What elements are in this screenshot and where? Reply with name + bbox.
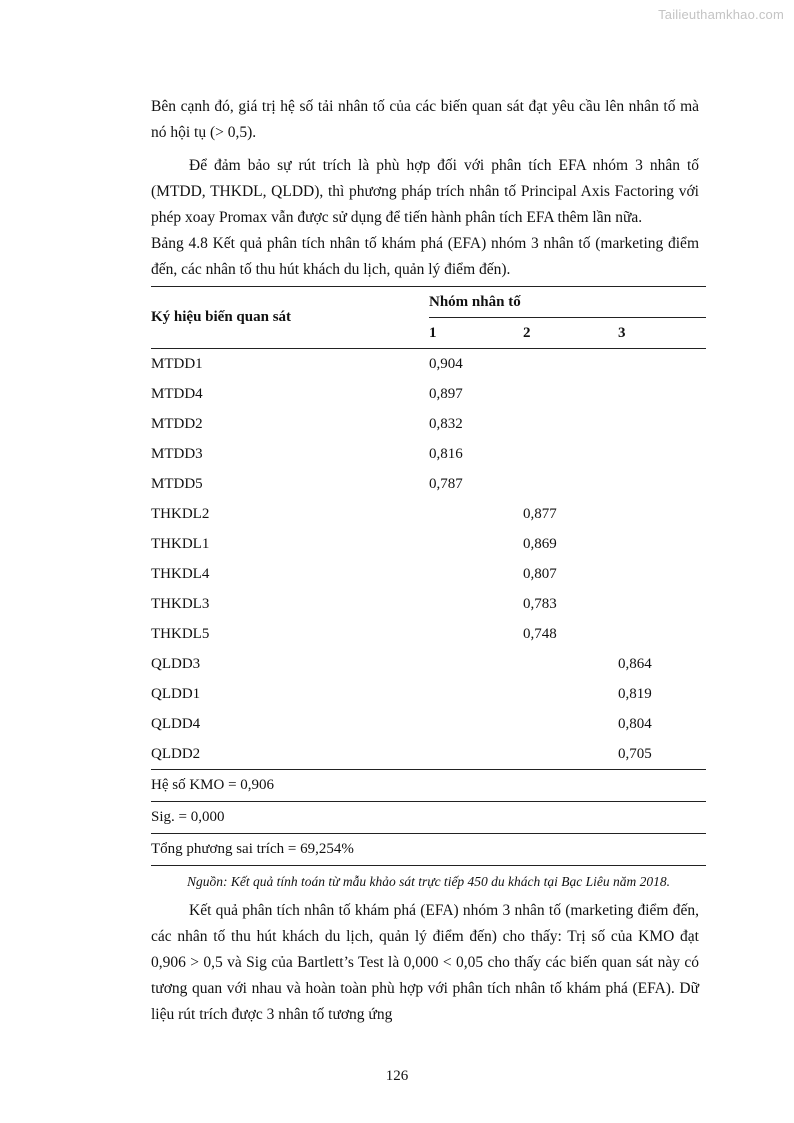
kmo-row — [151, 770, 706, 802]
table-row — [151, 679, 706, 709]
variable-cell: THKDL1 — [151, 535, 210, 552]
variable-cell: MTDD2 — [151, 415, 203, 432]
table-row — [151, 739, 706, 770]
page-content — [151, 94, 699, 1028]
variable-cell: THKDL2 — [151, 505, 210, 522]
factor-3-cell: 0,804 — [618, 715, 652, 732]
factor-1-cell — [429, 589, 523, 619]
factor-1-cell: 0,816 — [429, 445, 463, 462]
table-row — [151, 379, 706, 409]
header-variable: Ký hiệu biến quan sát — [151, 287, 429, 349]
header-factor-group: Nhóm nhân tố — [429, 287, 706, 318]
factor-2-cell: 0,869 — [523, 535, 557, 552]
sig-row — [151, 802, 706, 834]
variable-cell: MTDD5 — [151, 475, 203, 492]
variable-cell: QLDD2 — [151, 739, 429, 770]
factor-2-cell — [523, 349, 618, 380]
factor-1-cell — [429, 739, 523, 770]
factor-2-cell — [523, 439, 618, 469]
kmo-value: Hệ số KMO = 0,906 — [151, 770, 706, 802]
factor-1-cell — [429, 649, 523, 679]
factor-2-cell: 0,807 — [523, 565, 557, 582]
table-row — [151, 439, 706, 469]
factor-2-cell — [523, 709, 618, 739]
factor-2-cell — [523, 649, 618, 679]
table-caption: Bảng 4.8 Kết quả phân tích nhân tố khám phá (EFA) nhóm 3 nhân tố (marketing điểm đến, các nhân tố thu hút khách du lịch, quản lý điểm đến). — [151, 235, 699, 278]
factor-3-cell — [618, 529, 706, 559]
factor-1-cell: 0,787 — [429, 475, 463, 492]
factor-3-cell — [618, 589, 706, 619]
factor-3-cell — [618, 409, 706, 439]
variable-cell: QLDD3 — [151, 655, 201, 672]
table-row — [151, 409, 706, 439]
paragraph-loading-requirement: Bên cạnh đó, giá trị hệ số tải nhân tố của các biến quan sát đạt yêu cầu lên nhân tố mà nó hội tụ (> 0,5). — [151, 98, 699, 141]
variable-cell: MTDD3 — [151, 445, 203, 462]
table-row — [151, 529, 706, 559]
factor-3-cell: 0,819 — [618, 685, 652, 702]
paragraph-efa-method: Để đảm bảo sự rút trích là phù hợp đối với phân tích EFA nhóm 3 nhân tố (MTDD, THKDL, QLDD), thì phương pháp trích nhân tố Principal Axis Factoring với phép xoay Promax vẫn được sử dụng để tiến hành phân tích EFA thêm lần nữa. — [151, 157, 699, 226]
table-row — [151, 619, 706, 649]
variable-cell: QLDD1 — [151, 685, 201, 702]
paragraph-efa-conclusion: Kết quả phân tích nhân tố khám phá (EFA) nhóm 3 nhân tố (marketing điểm đến, các nhân tố thu hút khách du lịch, quản lý điểm đến) cho thấy: Trị số của KMO đạt 0,906 > 0,5 và Sig của Bartlett’s Test là 0,000 < 0,05 cho thấy các biến quan sát này có tương quan với nhau và hoàn toàn phù hợp với phân tích nhân tố khám phá (EFA). Dữ liệu rút trích được 3 nhân tố tương ứng — [151, 902, 699, 1023]
variance-value: Tổng phương sai trích = 69,254% — [151, 834, 706, 866]
factor-3-cell — [618, 379, 706, 409]
factor-2-cell: 0,877 — [523, 505, 557, 522]
factor-2-cell — [523, 379, 618, 409]
table-row — [151, 559, 706, 589]
table-row — [151, 709, 706, 739]
page-number: 126 — [385, 1068, 409, 1084]
variable-cell: THKDL5 — [151, 625, 210, 642]
variable-cell: THKDL3 — [151, 595, 210, 612]
factor-3-cell — [618, 349, 706, 380]
variable-cell: QLDD4 — [151, 715, 201, 732]
table-row — [151, 649, 706, 679]
header-factor-3: 3 — [618, 318, 706, 349]
factor-1-cell — [429, 499, 523, 529]
factor-3-cell — [618, 499, 706, 529]
efa-results-table — [151, 286, 706, 866]
header-factor-1: 1 — [429, 318, 523, 349]
factor-2-cell — [523, 409, 618, 439]
factor-1-cell: 0,904 — [429, 355, 463, 372]
table-row — [151, 349, 706, 380]
factor-2-cell: 0,748 — [523, 625, 557, 642]
sig-value: Sig. = 0,000 — [151, 802, 706, 834]
table-row — [151, 499, 706, 529]
variable-cell: MTDD4 — [151, 385, 203, 402]
variable-cell: THKDL4 — [151, 565, 210, 582]
factor-2-cell — [523, 469, 618, 499]
factor-1-cell — [429, 679, 523, 709]
factor-3-cell — [618, 559, 706, 589]
factor-1-cell — [429, 709, 523, 739]
factor-2-cell — [523, 739, 618, 770]
watermark: Tailieuthamkhao.com — [658, 7, 784, 22]
factor-3-cell: 0,705 — [618, 739, 706, 770]
variable-cell: MTDD1 — [151, 355, 203, 372]
factor-2-cell: 0,783 — [523, 595, 557, 612]
factor-1-cell — [429, 619, 523, 649]
table-row — [151, 589, 706, 619]
factor-1-cell: 0,832 — [429, 415, 463, 432]
factor-1-cell — [429, 559, 523, 589]
header-factor-2: 2 — [523, 318, 618, 349]
table-source-note: Nguồn: Kết quả tính toán từ mẫu khảo sát trực tiếp 450 du khách tại Bạc Liêu năm 2018. — [186, 874, 671, 889]
table-body — [151, 349, 706, 770]
variance-row — [151, 834, 706, 866]
factor-2-cell — [523, 679, 618, 709]
factor-1-cell: 0,897 — [429, 385, 463, 402]
factor-3-cell: 0,864 — [618, 655, 652, 672]
factor-3-cell — [618, 619, 706, 649]
factor-3-cell — [618, 439, 706, 469]
factor-3-cell — [618, 469, 706, 499]
factor-1-cell — [429, 529, 523, 559]
table-row — [151, 469, 706, 499]
